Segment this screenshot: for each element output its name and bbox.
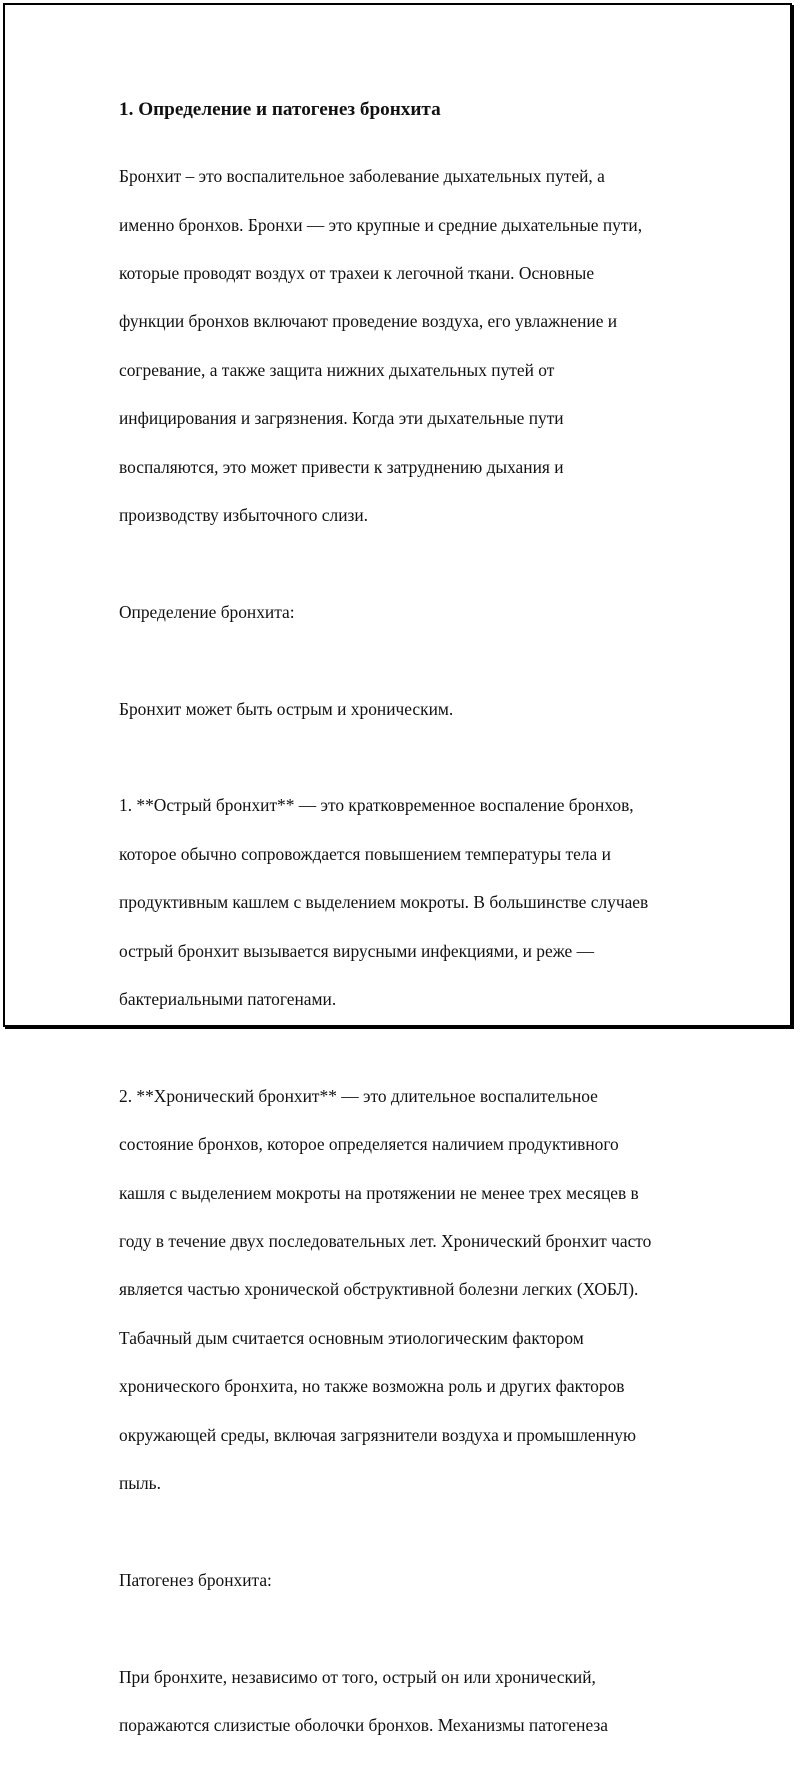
text-line: именно бронхов. Бронхи — это крупные и средние дыхательные пути, [119,214,643,235]
paragraph-acute [119,769,719,1035]
text-line: Патогенез бронхита: [119,1569,272,1590]
text-line: кашля с выделением мокроты на протяжении не менее трех месяцев в [119,1182,639,1203]
paragraph-intro [119,140,719,551]
document-body [119,97,719,1786]
text-line: является частью хронической обструктивной болезни легких (ХОБЛ). [119,1279,639,1300]
text-line: инфицирования и загрязнения. Когда эти дыхательные пути [119,408,564,429]
text-line: воспаляются, это может привести к затруднению дыхания и [119,456,564,477]
text-line: функции бронхов включают проведение воздуха, его увлажнение и [119,311,618,332]
text-line: пыль. [119,1473,161,1494]
text-line: бактериальными патогенами. [119,989,337,1010]
paragraph-types [119,672,719,745]
paragraph-pathogenesis [119,1641,719,1762]
text-line: поражаются слизистые оболочки бронхов. Механизмы патогенеза [119,1715,608,1736]
text-line: острый бронхит вызывается вирусными инфекциями, и реже — [119,940,594,961]
text-line: продуктивным кашлем с выделением мокроты. В большинстве случаев [119,892,649,913]
subheading-pathogenesis [119,1544,719,1617]
text-line: хронического бронхита, но также возможна роль и других факторов [119,1376,625,1397]
text-line: 2. **Хронический бронхит** — это длительное воспалительное [119,1085,598,1106]
text-line: согревание, а также защита нижних дыхательных путей от [119,359,555,380]
text-line: При бронхите, независимо от того, острый он или хронический, [119,1666,596,1687]
text-line: которое обычно сопровождается повышением температуры тела и [119,843,611,864]
text-line: Бронхит может быть острым и хроническим. [119,698,454,719]
section-heading: 1. Определение и патогенез бронхита [119,99,441,120]
text-line: Определение бронхита: [119,601,295,622]
text-line: году в течение двух последовательных лет. Хронический бронхит часто [119,1231,652,1252]
text-line: производству избыточного слизи. [119,505,369,526]
text-line: окружающей среды, включая загрязнители воздуха и промышленную [119,1424,636,1445]
text-line: Бронхит – это воспалительное заболевание дыхательных путей, а [119,166,605,187]
text-line: Табачный дым считается основным этиологическим фактором [119,1327,584,1348]
text-line: которые проводят воздух от трахеи к легочной ткани. Основные [119,263,595,284]
text-line: 1. **Острый бронхит** — это кратковременное воспаление бронхов, [119,795,634,816]
subheading-definition [119,576,719,649]
text-line: состояние бронхов, которое определяется наличием продуктивного [119,1134,619,1155]
paragraph-chronic [119,1060,719,1520]
document-page [3,3,792,1736]
